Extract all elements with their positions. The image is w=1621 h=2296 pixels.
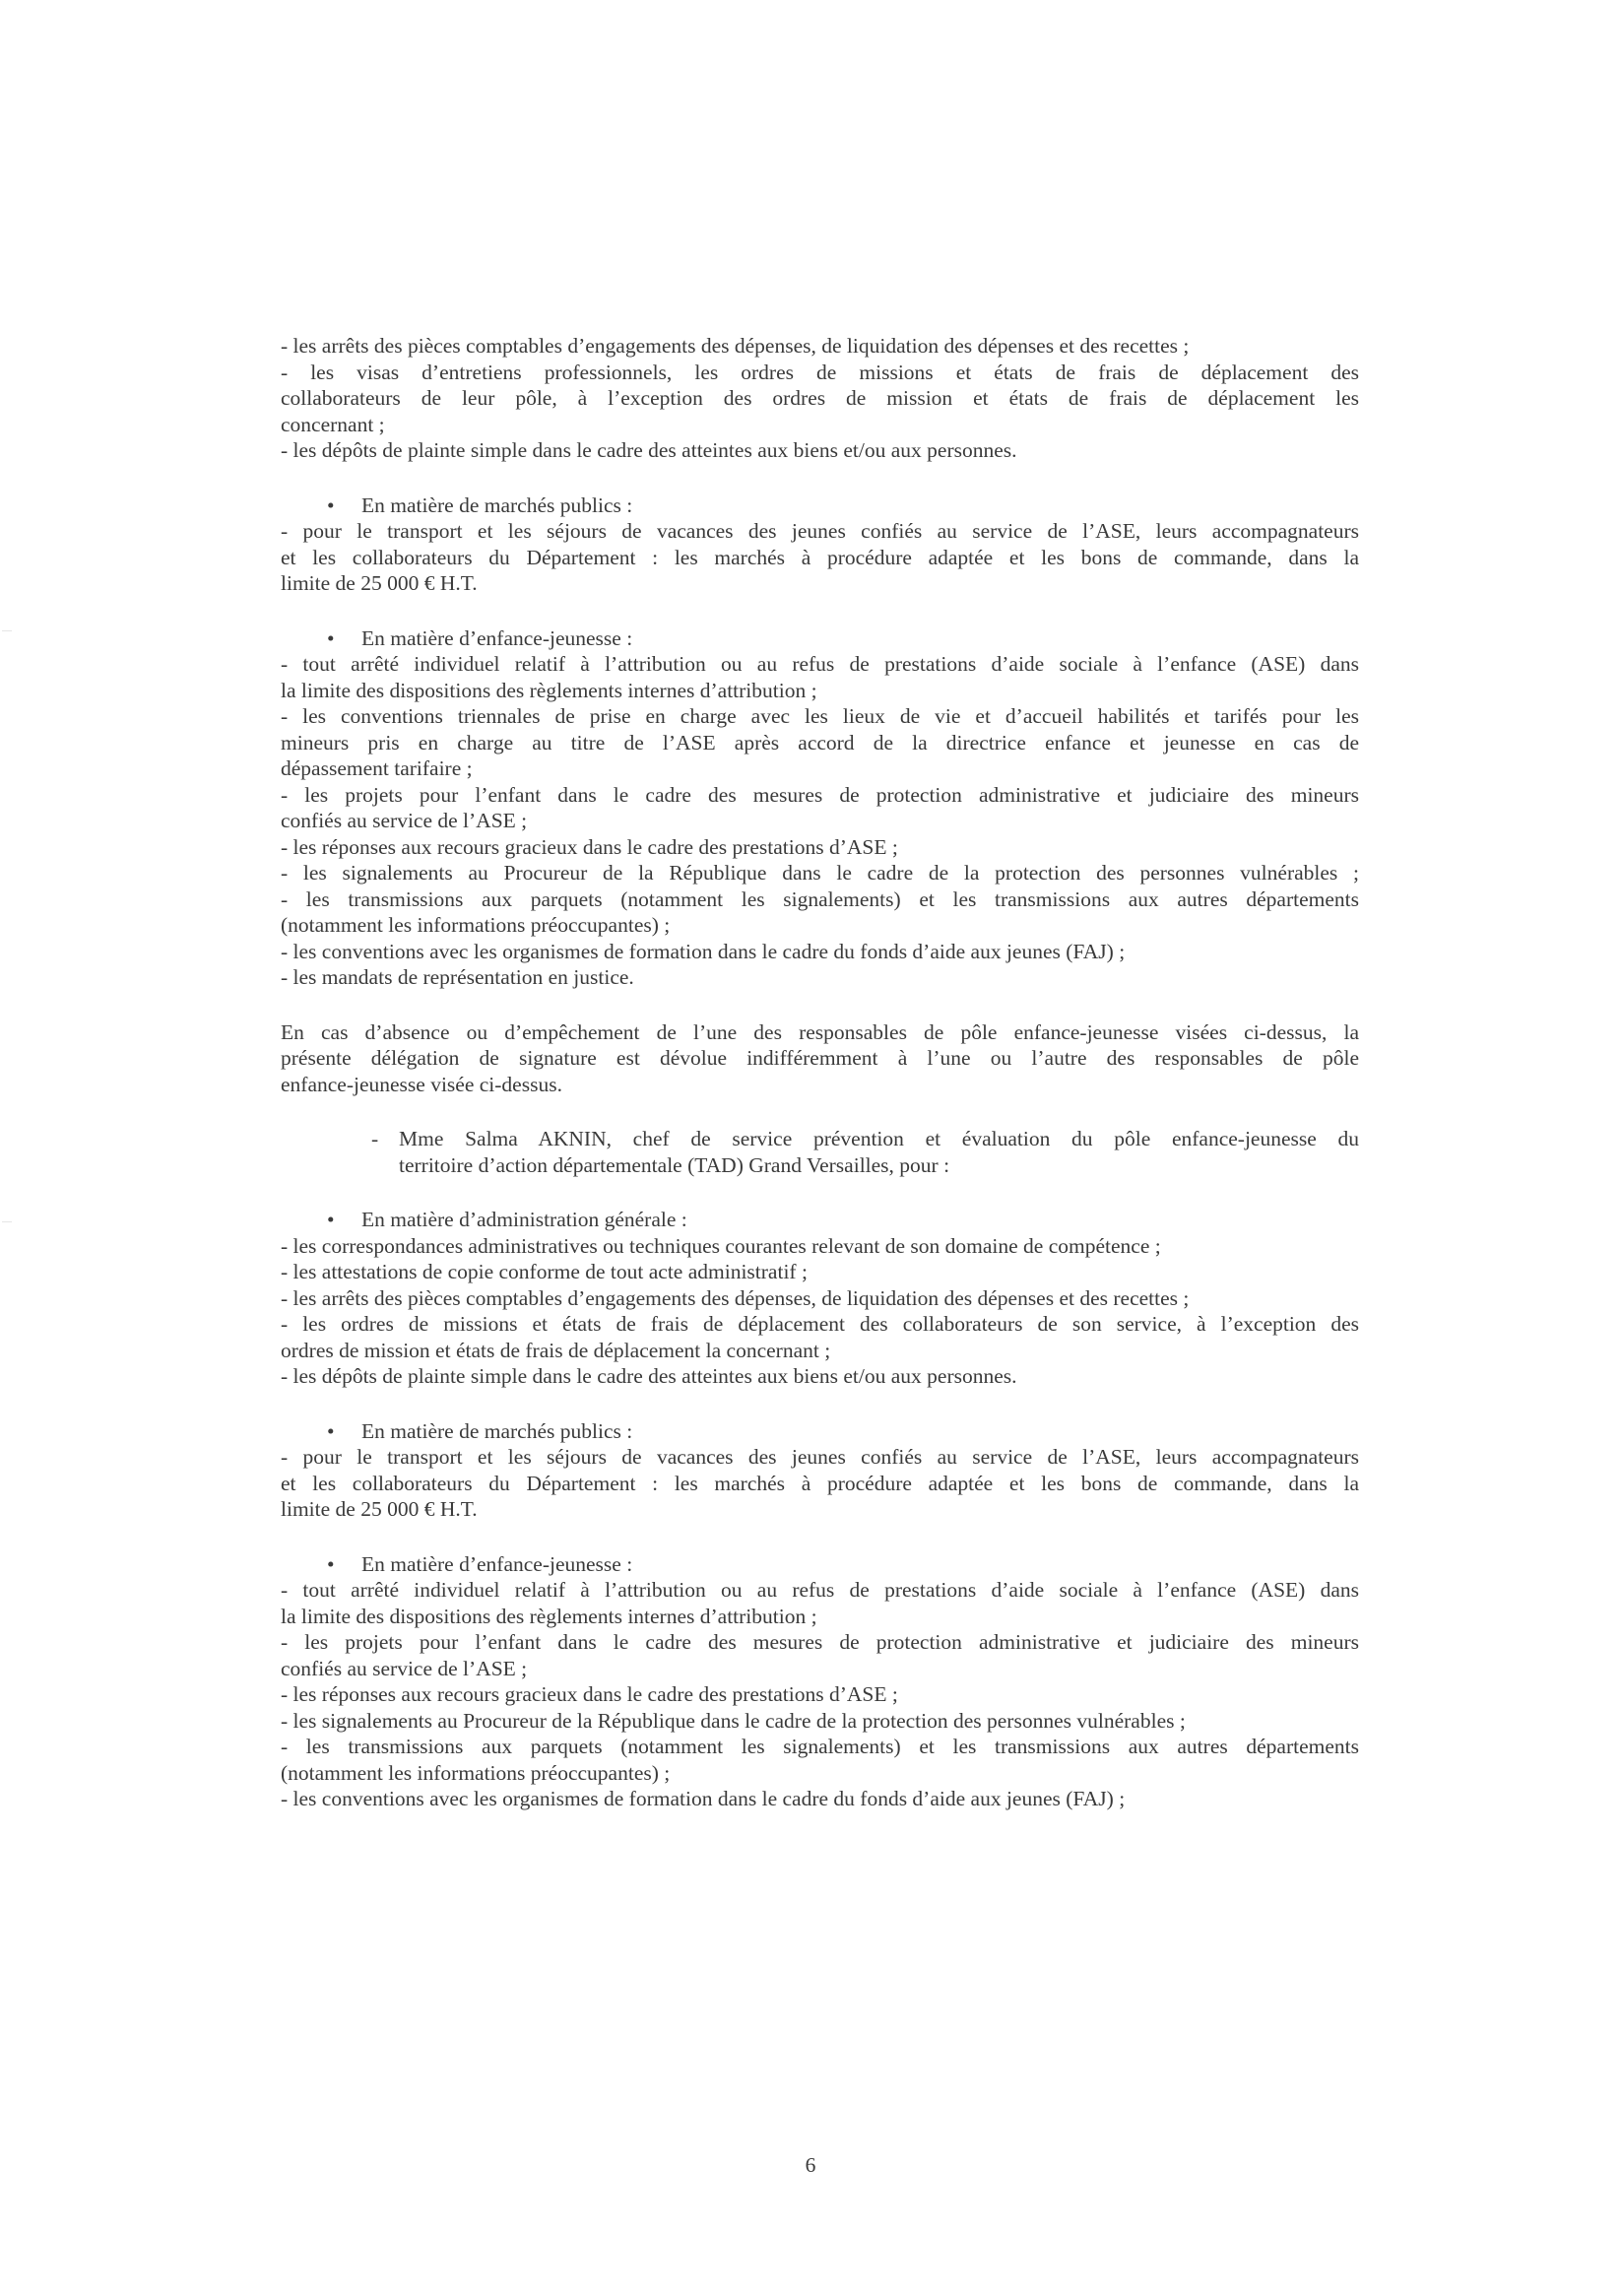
s2-enfance-line: (notamment les informations préoccupantes) ;	[281, 1760, 671, 1785]
s2-marches-line: limite de 25 000 € H.T.	[281, 1497, 478, 1521]
heading-text: En matière de marchés publics :	[361, 492, 633, 517]
s1-enfance-line: (notamment les informations préoccupantes) ;	[281, 913, 671, 937]
delegate-line: Mme Salma AKNIN, chef de service prévention et évaluation du pôle enfance-jeunesse du	[399, 1127, 1359, 1150]
s2-enfance-line: confiés au service de l’ASE ;	[281, 1656, 528, 1680]
heading-text: En matière d’enfance-jeunesse :	[361, 625, 633, 650]
bullet-icon: •	[327, 625, 335, 650]
s2-admin-line: - les arrêts des pièces comptables d’engagements des dépenses, de liquidation des dépenses et des recettes ;	[281, 1285, 1190, 1310]
s1-admin-line: - les arrêts des pièces comptables d’engagements des dépenses, de liquidation des dépenses et des recettes ;	[281, 334, 1190, 358]
document-body	[281, 333, 1359, 1812]
s2-marches-heading	[281, 1418, 1359, 1445]
s1-admin-list	[281, 333, 1359, 464]
s2-admin-line: - les ordres de missions et états de frais de déplacement des collaborateurs de son service, à l’exception des	[281, 1312, 1359, 1336]
absence-line: enfance-jeunesse visée ci-dessus.	[281, 1072, 562, 1096]
s1-enfance-line: - les mandats de représentation en justice.	[281, 965, 634, 989]
s1-enfance-line: - tout arrêté individuel relatif à l’attribution ou au refus de prestations d’aide sociale à l’enfance (ASE) dans	[281, 652, 1359, 676]
absence-paragraph	[281, 1019, 1359, 1098]
s2-marches-line: et les collaborateurs du Département : les marchés à procédure adaptée et les bons de commande, dans la	[281, 1471, 1359, 1495]
delegate-line: territoire d’action départementale (TAD) Grand Versailles, pour :	[399, 1152, 950, 1177]
bullet-icon: •	[327, 492, 335, 517]
s1-enfance-line: - les conventions avec les organismes de formation dans le cadre du fonds d’aide aux jeunes (FAJ) ;	[281, 939, 1126, 963]
delegate-entry	[281, 1126, 1359, 1178]
s2-enfance-line: - les réponses aux recours gracieux dans le cadre des prestations d’ASE ;	[281, 1682, 898, 1706]
s2-marches-section	[281, 1418, 1359, 1523]
s1-marches-line: - pour le transport et les séjours de vacances des jeunes confiés au service de l’ASE, leurs accompagnateurs	[281, 519, 1359, 543]
s1-admin-line: concernant ;	[281, 412, 385, 436]
scan-edge-mark	[2, 1221, 12, 1222]
bullet-icon: •	[327, 1551, 335, 1576]
s1-enfance-line: - les réponses aux recours gracieux dans le cadre des prestations d’ASE ;	[281, 834, 898, 859]
s1-admin-line: - les visas d’entretiens professionnels, les ordres de missions et états de frais de déplacement des	[281, 360, 1359, 384]
s1-enfance-line: mineurs pris en charge au titre de l’ASE après accord de la directrice enfance et jeunesse en cas de	[281, 730, 1359, 754]
bullet-icon: •	[327, 1418, 335, 1443]
s1-enfance-heading	[281, 625, 1359, 652]
s2-admin-line: - les attestations de copie conforme de tout acte administratif ;	[281, 1260, 808, 1283]
dash-marker: -	[371, 1127, 379, 1150]
s2-enfance-line: - les projets pour l’enfant dans le cadre des mesures de protection administrative et judiciaire des mineurs	[281, 1630, 1359, 1654]
s1-enfance-line: confiés au service de l’ASE ;	[281, 809, 528, 832]
page-number: 6	[805, 2153, 816, 2177]
s2-marches-line: - pour le transport et les séjours de vacances des jeunes confiés au service de l’ASE, leurs accompagnateurs	[281, 1445, 1359, 1469]
heading-text: En matière d’administration générale :	[361, 1208, 687, 1231]
s1-enfance-line: - les projets pour l’enfant dans le cadre des mesures de protection administrative et judiciaire des mineurs	[281, 782, 1359, 807]
s2-enfance-line: la limite des dispositions des règlements internes d’attribution ;	[281, 1604, 817, 1628]
heading-text: En matière d’enfance-jeunesse :	[361, 1551, 633, 1576]
s2-enfance-section	[281, 1551, 1359, 1812]
absence-line: En cas d’absence ou d’empêchement de l’une des responsables de pôle enfance-jeunesse visées ci-dessus, la	[281, 1019, 1359, 1044]
s1-enfance-line: - les transmissions aux parquets (notamment les signalements) et les transmissions aux autres départements	[281, 886, 1359, 911]
s1-enfance-line: la limite des dispositions des règlements internes d’attribution ;	[281, 678, 817, 702]
s2-admin-line: ordres de mission et états de frais de déplacement la concernant ;	[281, 1338, 831, 1362]
s1-admin-line: - les dépôts de plainte simple dans le cadre des atteintes aux biens et/ou aux personnes.	[281, 438, 1017, 462]
scan-edge-mark	[2, 630, 12, 631]
s1-enfance-section	[281, 625, 1359, 991]
s1-enfance-line: dépassement tarifaire ;	[281, 756, 473, 780]
s2-admin-line: - les correspondances administratives ou techniques courantes relevant de son domaine de compétence ;	[281, 1233, 1161, 1258]
s1-marches-line: et les collaborateurs du Département : les marchés à procédure adaptée et les bons de commande, dans la	[281, 545, 1359, 569]
s1-marches-line: limite de 25 000 € H.T.	[281, 571, 478, 595]
s1-enfance-line: - les conventions triennales de prise en charge avec les lieux de vie et d’accueil habilités et tarifés pour les	[281, 704, 1359, 728]
s2-enfance-line: - les transmissions aux parquets (notamment les signalements) et les transmissions aux autres départements	[281, 1735, 1359, 1758]
s2-enfance-line: - tout arrêté individuel relatif à l’attribution ou au refus de prestations d’aide sociale à l’enfance (ASE) dans	[281, 1578, 1359, 1602]
s2-admin-line: - les dépôts de plainte simple dans le cadre des atteintes aux biens et/ou aux personnes.	[281, 1364, 1017, 1388]
s1-marches-heading	[281, 492, 1359, 519]
bullet-icon: •	[327, 1208, 335, 1231]
s1-marches-section	[281, 492, 1359, 597]
s1-enfance-line: - les signalements au Procureur de la République dans le cadre de la protection des personnes vulnérables ;	[281, 861, 1359, 885]
s2-admin-section	[281, 1207, 1359, 1390]
heading-text: En matière de marchés publics :	[361, 1418, 633, 1443]
s2-enfance-heading	[281, 1551, 1359, 1578]
s2-enfance-line: - les signalements au Procureur de la République dans le cadre de la protection des personnes vulnérables ;	[281, 1708, 1186, 1733]
s2-admin-heading	[281, 1207, 1359, 1233]
s1-admin-line: collaborateurs de leur pôle, à l’exception des ordres de mission et états de frais de déplacement les	[281, 386, 1359, 410]
s2-enfance-line: - les conventions avec les organismes de formation dans le cadre du fonds d’aide aux jeunes (FAJ) ;	[281, 1787, 1126, 1810]
absence-line: présente délégation de signature est dévolue indifféremment à l’une ou l’autre des responsables de pôle	[281, 1046, 1359, 1070]
